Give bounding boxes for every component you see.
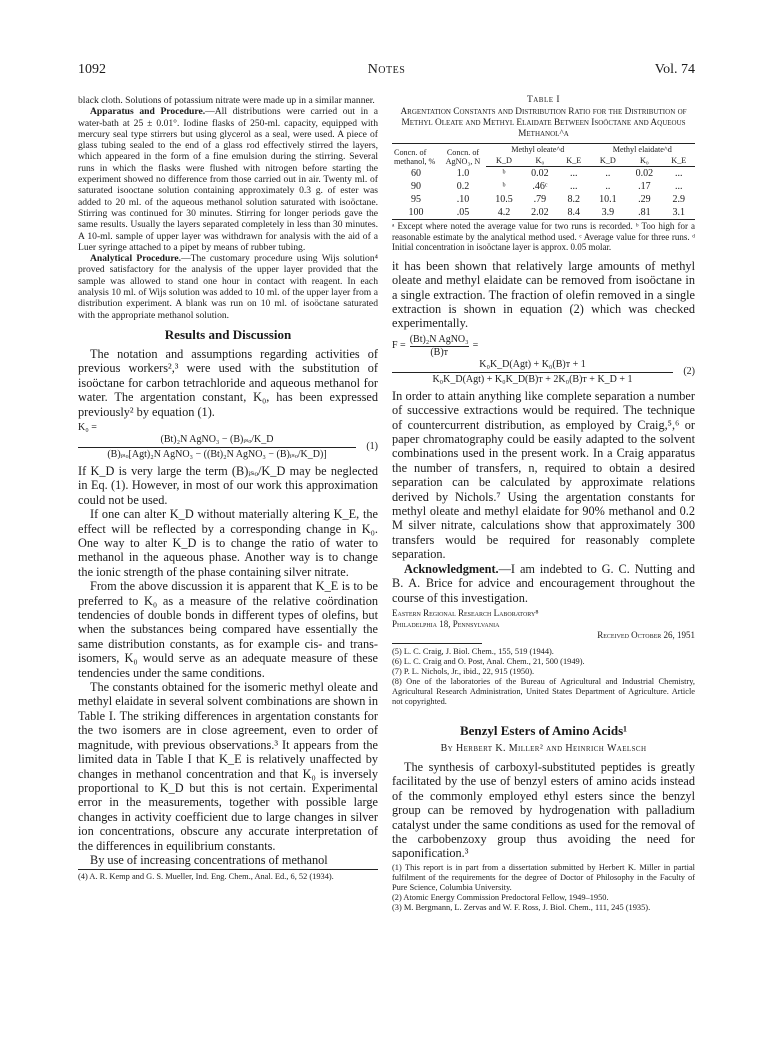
article-byline: By Herbert K. Miller² and Heinrich Waelsch bbox=[440, 742, 647, 754]
table-cell: ... bbox=[569, 181, 578, 192]
paragraph: In order to attain anything like complete separation a number of successive extractions would be required. The technique of countercurrent distribution, as employed by Craig,⁵,⁶ or paper chromatography could be easily adapted to the solvent combinations used in the present work. In a Craig apparatus the number of transfers, n, required to obtain a desired separation can be calculated by approximate relations derived by Nichols.⁷ Using the argentation constants for methyl oleate and methyl elaidate for 90% methanol and 0.2 M silver nitrate, calculations show that approximately 300 transfers would be required for reasonably complete separation. bbox=[392, 388, 695, 562]
article-title: Benzyl Esters of Amino Acids¹ bbox=[459, 722, 628, 738]
table-cell: .29 bbox=[638, 194, 651, 205]
table-cell: 100 bbox=[392, 206, 440, 220]
paragraph-text: —I am indebted to G. C. Nutting and B. A. Brice for advice and encouragement throughout the course of this investigation. bbox=[392, 561, 695, 605]
table-cell: 0.02 bbox=[531, 168, 549, 179]
footnote-rule bbox=[78, 869, 378, 870]
fraction-bar bbox=[78, 447, 356, 448]
paragraph: If K_D is very large the term (B)ᵢₛₒ/K_D may be neglected in Eq. (1). However, in most of our work this approximation could not be used. bbox=[78, 463, 378, 507]
table-cell: 10.5 bbox=[495, 194, 513, 205]
equation-numerator: (Bt)₂N AgNO₃ − (B)ᵢₛₒ/K_D bbox=[160, 433, 274, 445]
paragraph: The notation and assumptions regarding activities of previous workers²,³ were used with the substitution of isoöctane for carbon tetrachloride and aqueous methanol for water. The argentation constant, K₀, has been expressed previously² by equation (1). bbox=[78, 346, 378, 419]
equation-numerator: (Bt)₂N AgNO₃ bbox=[409, 333, 469, 345]
reference: (6) L. C. Craig and O. Post, Anal. Chem., 21, 500 (1949). bbox=[392, 656, 585, 666]
equation-number: (2) bbox=[683, 366, 695, 378]
table-cell: ... bbox=[675, 181, 683, 192]
paragraph: By use of increasing concentrations of methanol bbox=[90, 852, 328, 867]
paragraph-text: —The customary procedure using Wijs solution⁴ proved satisfactory for the analysis of the upper layer provided that the sample was allowed to stand one hour in contact with reagent. In each analysis 10 ml. of Wijs solution was added to 10 ml. of the upper layer from a distribution experiment. A blank was run on 10 ml. of isoöctane saturated with the appropriate methanol solution. bbox=[78, 253, 378, 321]
table-cell: 60 bbox=[411, 167, 421, 179]
paragraph bbox=[78, 106, 378, 253]
reference: (5) L. C. Craig, J. Biol. Chem., 155, 519 (1944). bbox=[392, 646, 554, 656]
equation-row bbox=[392, 359, 695, 386]
column-group-header: Methyl elaidate^d bbox=[612, 145, 672, 154]
run-in-heading: Analytical Procedure. bbox=[90, 253, 182, 265]
table-cell: 0.02 bbox=[635, 168, 654, 179]
table-row bbox=[392, 167, 695, 181]
paragraph bbox=[392, 562, 695, 605]
table-cell: 2.02 bbox=[522, 206, 558, 220]
footnote: (1) This report is in part from a dissertation submitted by Herbert K. Miller in partial fulfilment of the requirements for the degree of Doctor of Philosophy in the Faculty of Pure Science, Columbia University. bbox=[392, 862, 695, 892]
section-title: Notes bbox=[367, 62, 406, 77]
equation-fraction bbox=[410, 334, 469, 359]
running-header bbox=[78, 62, 695, 82]
right-column bbox=[392, 95, 695, 913]
equation-top bbox=[392, 334, 695, 359]
column-group-header: Methyl oleate^d bbox=[511, 145, 565, 154]
equation-lhs: K₀ = bbox=[78, 421, 97, 433]
paragraph-text: —All distributions were carried out in a water-bath at 25 ± 0.01°. Iodine flasks of 250-ml. capacity, equipped with mercury seal type stirrers but using glycerol as a seal, were used. A piece of glass tubing sealed to the end of a glass rod effectively stirred the layers, which appeared in the form of a fine emulsion during the stirring. Several runs in which the flasks were flushed with nitrogen before starting the experiment showed no difference from those carried out in air. Twenty ml. of saturated isooctane solution containing approximately 0.3 g. of ester was added to 20 ml. of the aqueous methanol solution saturated with isoöctane. Stirring was continued for 30 minutes. Stirring for longer periods gave the same results. Usually the layers separated completely in less than 30 minutes. A 10-ml. sample of upper layer was withdrawn for analysis with the aid of a Luer syringe attached to a pipet by means of rubber tubing. bbox=[78, 106, 378, 253]
table-cell: .46ᶜ bbox=[532, 181, 548, 192]
column-header: K₀ bbox=[522, 155, 558, 167]
table-cell: 3.1 bbox=[663, 206, 695, 220]
table-label: Table I bbox=[526, 95, 561, 105]
column-header: K_D bbox=[590, 155, 627, 167]
equation-numerator: K₀K_D(Agt) + K₀(B)ᴛ + 1 bbox=[479, 358, 586, 370]
section-heading: Results and Discussion bbox=[164, 326, 292, 342]
footnote: (3) M. Bergmann, L. Zervas and W. F. Ross, J. Biol. Chem., 111, 245 (1935). bbox=[392, 902, 651, 912]
table-cell: .17 bbox=[638, 181, 651, 192]
table-cell: .10 bbox=[456, 194, 470, 205]
table-cell: .81 bbox=[626, 206, 663, 220]
equation-fraction bbox=[392, 359, 673, 386]
footnote-rule bbox=[392, 643, 482, 644]
table-row bbox=[392, 206, 695, 220]
table-cell: 95 bbox=[411, 194, 421, 205]
page-number: 1092 bbox=[78, 62, 106, 77]
paragraph bbox=[78, 253, 378, 321]
reference: (7) P. L. Nichols, Jr., ibid., 22, 915 (1950). bbox=[392, 666, 535, 676]
left-column bbox=[78, 95, 378, 882]
table-cell: .05 bbox=[440, 206, 486, 220]
table-cell: 4.2 bbox=[486, 206, 522, 220]
table-cell: 3.9 bbox=[590, 206, 627, 220]
table-caption: Argentation Constants and Distribution Ratio for the Distribution of Methyl Oleate and Methyl Elaidate Between Isoöctane and Aqueous Methanol^a bbox=[400, 107, 687, 139]
table-footnote: ᵃ Except where noted the average value for two runs is recorded. ᵇ Too high for a reasonable estimate by the analytical method used. ᶜ Average value for three runs. ᵈ Initial concentration in isoöctane layer is approx. 0.05 molar. bbox=[392, 221, 695, 253]
table-cell: 2.9 bbox=[672, 194, 686, 205]
footnote: (4) A. R. Kemp and G. S. Mueller, Ind. Eng. Chem., Anal. Ed., 6, 52 (1934). bbox=[78, 872, 334, 882]
table-cell: ... bbox=[675, 168, 683, 179]
equation-1 bbox=[78, 422, 378, 461]
column-header: Concn. of methanol, % bbox=[394, 147, 436, 166]
affiliation: Eastern Regional Research Laboratory⁸ bbox=[392, 607, 539, 618]
equation-2 bbox=[392, 334, 695, 386]
run-in-heading: Apparatus and Procedure. bbox=[90, 106, 206, 118]
equation-lhs: F = bbox=[392, 340, 406, 352]
paragraph: The constants obtained for the isomeric methyl oleate and methyl elaidate in several solvent combinations are shown in Table I. The striking differences in argentation constants for the two isomers are in close agreement, even to order of magnitude, with previous observations.³ It appears from the limited data in Table I that K_E is relatively unaffected by changes in methanol concentration and that K₀ is inversely proportional to K_D but this is not certain. Experimental error in the measurements, together with possible large changes in activity coefficient due to large changes in silver ion concentrations, obscure any accurate interpretation of the differences in equilibrium constants. bbox=[78, 680, 378, 853]
table-row bbox=[392, 180, 695, 193]
table-cell: .. bbox=[605, 168, 611, 179]
table-row bbox=[392, 193, 695, 206]
reference: (8) One of the laboratories of the Bureau of Agricultural and Industrial Chemistry, Agricultural Research Administration, United States Department of Agriculture. Article not copyrighted. bbox=[392, 676, 695, 706]
table-cell: 90 bbox=[411, 181, 421, 192]
equation-denominator: K₀K_D(Agt) + K₀K_D(B)ᴛ + 2K₀(B)ᴛ + K_D + 1 bbox=[432, 373, 633, 385]
table-cell: 1.0 bbox=[456, 167, 470, 179]
equation-fraction bbox=[78, 434, 356, 461]
table-cell: ᵇ bbox=[502, 181, 506, 192]
table-cell: 8.4 bbox=[558, 206, 590, 220]
table-cell: 10.1 bbox=[599, 194, 617, 205]
paragraph: If one can alter K_D without materially altering K_E, the effect will be reflected by a corresponding change in K₀. One way to alter K_D is to change the ratio of water to methanol in the aqueous phase. Another way is to change the ionic strength of the phase containing silver nitrate. bbox=[78, 507, 378, 579]
table-cell: .. bbox=[605, 181, 611, 192]
column-header: K_E bbox=[663, 155, 695, 167]
equation-denominator: (B)ᴛ bbox=[410, 346, 469, 359]
equals-sign: = bbox=[472, 340, 479, 352]
fraction-bar bbox=[392, 372, 673, 373]
paragraph: black cloth. Solutions of potassium nitrate were made up in a similar manner. bbox=[78, 95, 375, 106]
column-header: K₀ bbox=[626, 155, 663, 167]
table-cell: 0.2 bbox=[456, 181, 470, 192]
volume-label: Vol. 74 bbox=[654, 62, 695, 77]
column-header: Concn. of AgNO₃, N bbox=[445, 147, 481, 166]
column-header: K_E bbox=[558, 155, 590, 167]
affiliation-city: Philadelphia 18, Pennsylvania bbox=[392, 618, 500, 629]
paragraph: The synthesis of carboxyl-substituted peptides is greatly facilitated by the use of benzyl esters of amino acids instead of the commonly employed ethyl esters since the benzyl group can be removed by hydrogenation with palladium catalyst under the same conditions as used for the removal of the carbobenzoxy group thus avoiding the need for saponification.³ bbox=[392, 759, 695, 861]
table-cell: .79 bbox=[533, 194, 547, 205]
paragraph: From the above discussion it is apparent that K_E is to be preferred to K₀ as a measure of the relative coördination tendencies of double bonds in different types of olefins, but when the substances being compared have essentially the same distribution constants, as for example cis- and trans-isomers, K₀ would serve as an adequate measure of these tendencies under the same conditions. bbox=[78, 579, 378, 680]
received-date: Received October 26, 1951 bbox=[597, 629, 695, 640]
table-cell: 8.2 bbox=[567, 194, 580, 205]
run-in-heading: Acknowledgment. bbox=[404, 561, 499, 576]
equation-number: (1) bbox=[366, 441, 378, 453]
table-cell: ᵇ bbox=[502, 168, 506, 179]
equation-row bbox=[78, 434, 378, 461]
table-cell: ... bbox=[569, 168, 578, 179]
paragraph: it has been shown that relatively large amounts of methyl oleate and methyl elaidate can be removed from isoöctane in a single extraction. The fraction of olefin removed in a single extraction is shown in equation (2) which was checked experimentally. bbox=[392, 258, 695, 331]
data-table bbox=[392, 143, 695, 220]
footnote: (2) Atomic Energy Commission Predoctoral Fellow, 1949–1950. bbox=[392, 892, 609, 902]
equation-denominator: (B)ᵢₛₒ[Agt)₂N AgNO₃ − ((Bt)₂N AgNO₃ − (B)ᵢₛₒ/K_D)] bbox=[107, 448, 327, 460]
column-header: K_D bbox=[486, 155, 522, 167]
